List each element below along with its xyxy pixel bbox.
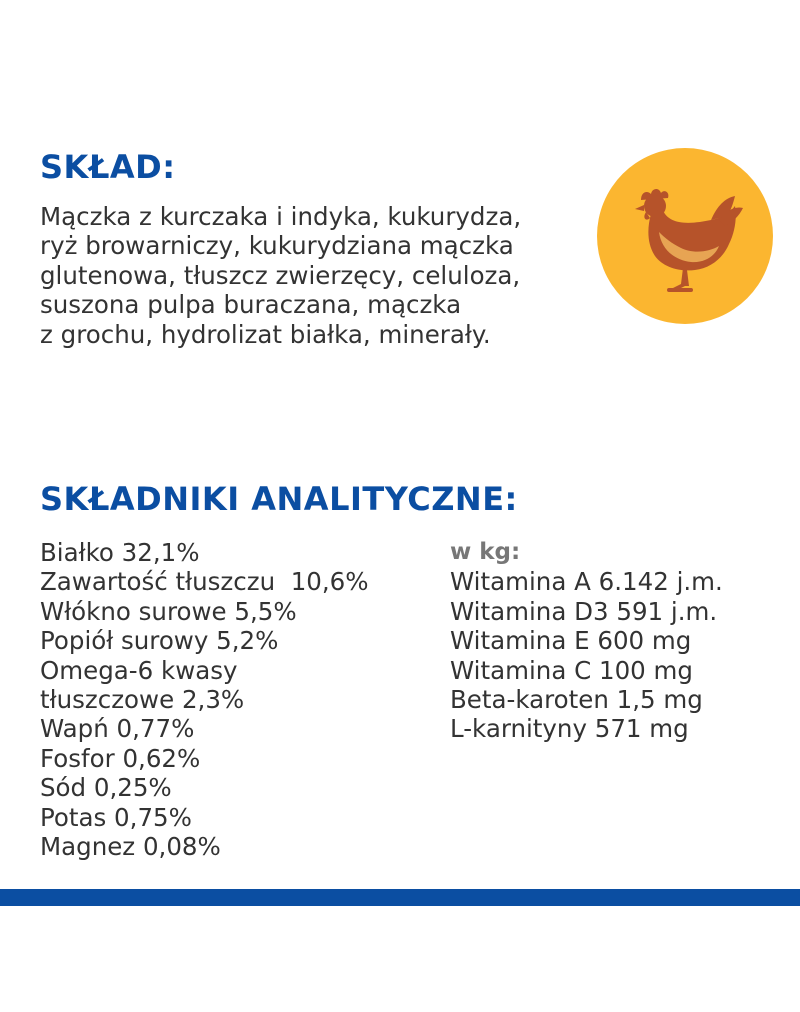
- sklad-heading: SKŁAD:: [40, 148, 176, 186]
- vitamin-item: Beta-karoten 1,5 mg: [450, 685, 703, 715]
- analytical-item: Białko 32,1%: [40, 538, 200, 567]
- ingredients-line: z grochu, hydrolizat białka, minerały.: [40, 319, 491, 349]
- chicken-badge: [597, 148, 773, 324]
- ingredients-line: suszona pulpa buraczana, mączka: [40, 290, 462, 320]
- analytical-item: Popiół surowy 5,2%: [40, 626, 279, 656]
- vitamin-item: Witamina E 600 mg: [450, 626, 692, 656]
- per-kg-label: w kg:: [450, 539, 521, 565]
- ingredients-line: Mączka z kurczaka i indyka, kukurydza,: [40, 202, 522, 231]
- analytical-item: Włókno surowe 5,5%: [40, 596, 297, 626]
- analytical-item: tłuszczowe 2,3%: [40, 685, 245, 715]
- vitamin-item: L-karnityny 571 mg: [450, 714, 689, 744]
- vitamin-item: Witamina D3 591 j.m.: [450, 596, 718, 626]
- bottom-divider-bar: [0, 889, 800, 906]
- ingredients-text: [40, 202, 600, 349]
- analytical-item: Wapń 0,77%: [40, 714, 195, 744]
- analityczne-heading: SKŁADNIKI ANALITYCZNE:: [40, 480, 518, 518]
- vitamins-list: [450, 538, 723, 744]
- vitamin-item: Witamina C 100 mg: [450, 655, 693, 685]
- ingredients-line: glutenowa, tłuszcz zwierzęcy, celuloza,: [40, 260, 521, 290]
- analytical-item: Fosfor 0,62%: [40, 743, 201, 773]
- analytical-item: Magnez 0,08%: [40, 832, 221, 862]
- analytical-item: Zawartość tłuszczu 10,6%: [40, 567, 369, 597]
- ingredients-line: ryż browarniczy, kukurydziana mączka: [40, 231, 514, 261]
- analytical-list: [40, 538, 369, 861]
- chicken-icon: [597, 148, 773, 324]
- analytical-item: Potas 0,75%: [40, 802, 192, 832]
- analytical-item: Sód 0,25%: [40, 773, 172, 803]
- analytical-item: Omega-6 kwasy: [40, 655, 238, 685]
- vitamin-item: Witamina A 6.142 j.m.: [450, 567, 723, 597]
